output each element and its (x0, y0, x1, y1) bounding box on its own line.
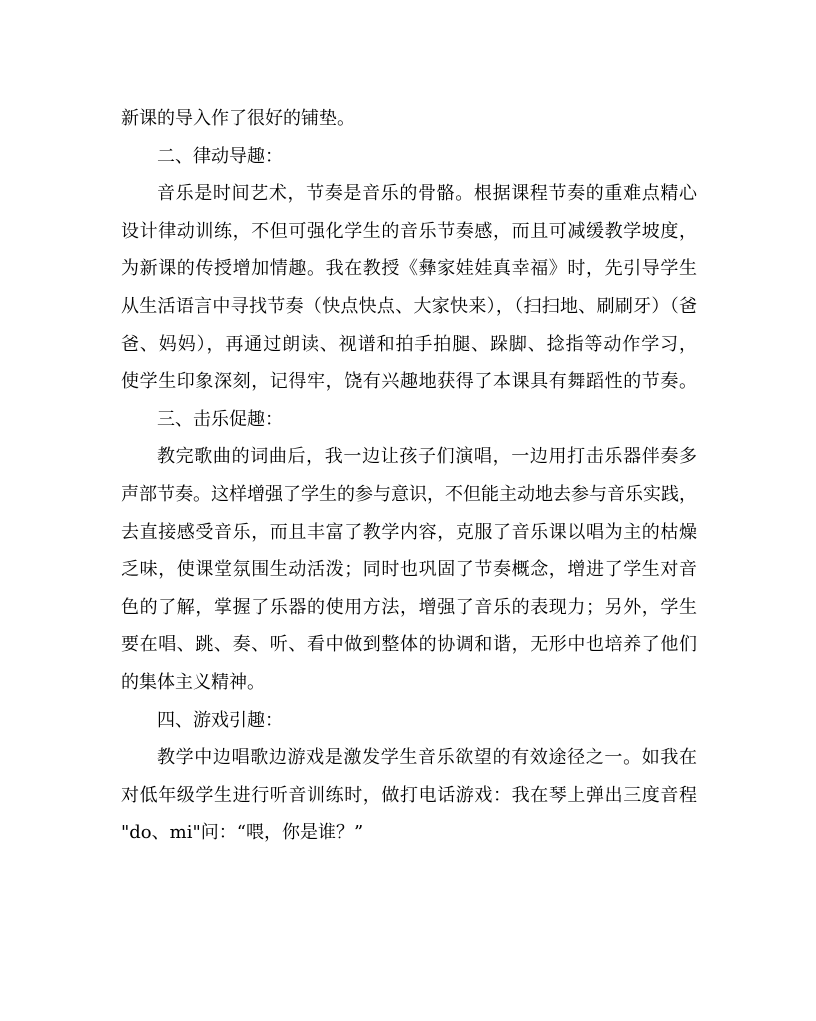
text-line: 要在唱、跳、奏、听、看中做到整体的协调和谐，无形中也培养了他们 (121, 634, 697, 656)
section-heading: 四、游戏引趣： (157, 709, 283, 731)
text-line: 乏味，使课堂氛围生动活泼；同时也巩固了节奏概念，增进了学生对音 (121, 559, 697, 581)
section-heading: 二、律动导趣： (157, 145, 283, 167)
text-line: "do、mi"问：“喂，你是谁？” (121, 822, 364, 844)
text-line: 新课的导入作了很好的铺垫。 (121, 108, 355, 129)
text-line: 爸、妈妈），再通过朗读、视谱和拍手拍腿、跺脚、捻指等动作学习， (121, 333, 697, 355)
text-line: 音乐是时间艺术，节奏是音乐的骨骼。根据课程节奏的重难点精心 (157, 183, 697, 205)
text-line: 对低年级学生进行听音训练时，做打电话游戏：我在琴上弹出三度音程 (121, 784, 697, 806)
text-line: 去直接感受音乐，而且丰富了教学内容，克服了音乐课以唱为主的枯燥 (121, 521, 697, 543)
text-line: 从生活语言中寻找节奏（快点快点、大家快来），（扫扫地、刷刷牙）（爸 (121, 295, 697, 317)
text-line: 设计律动训练，不但可强化学生的音乐节奏感，而且可减缓教学坡度， (121, 220, 697, 242)
text-line: 教完歌曲的词曲后，我一边让孩子们演唱，一边用打击乐器伴奏多 (157, 446, 697, 468)
section-heading: 三、击乐促趣： (157, 408, 283, 430)
text-line: 使学生印象深刻，记得牢，饶有兴趣地获得了本课具有舞蹈性的节奏。 (121, 371, 697, 393)
text-line: 教学中边唱歌边游戏是激发学生音乐欲望的有效途径之一。如我在 (157, 747, 697, 769)
text-line: 为新课的传授增加情趣。我在教授《彝家娃娃真幸福》时，先引导学生 (121, 258, 697, 280)
text-line: 声部节奏。这样增强了学生的参与意识，不但能主动地去参与音乐实践， (121, 483, 697, 505)
text-line: 的集体主义精神。 (121, 671, 265, 693)
document-body (121, 100, 697, 852)
text-line: 色的了解，掌握了乐器的使用方法，增强了音乐的表现力；另外，学生 (121, 596, 697, 618)
